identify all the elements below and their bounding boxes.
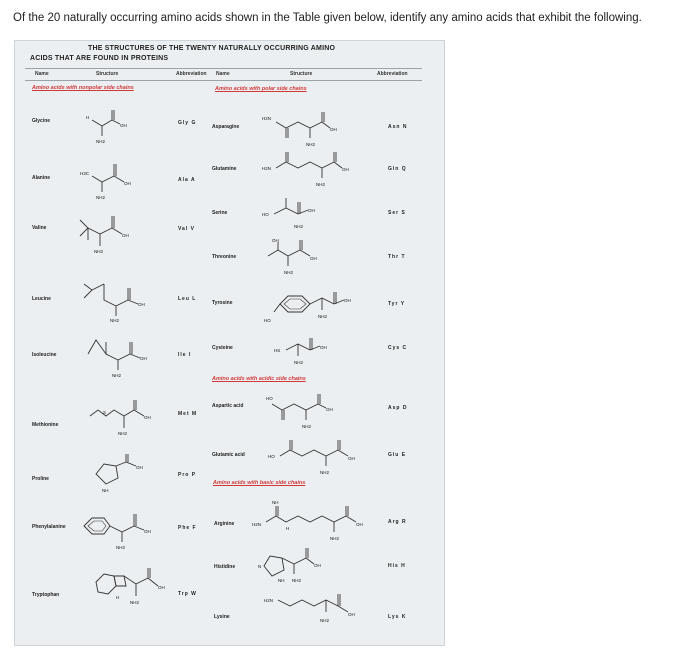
name-tyrosine: Tyrosine	[212, 300, 233, 306]
abbr-lysine: Lys K	[388, 614, 407, 620]
svg-text:NH2: NH2	[330, 536, 340, 541]
structure-tyrosine	[262, 284, 372, 330]
structure-leucine	[80, 278, 160, 324]
structure-phenylalanine	[80, 508, 170, 554]
header-rule-top	[25, 68, 422, 69]
structure-valine	[74, 212, 150, 260]
abbr-tryptophan: Trp W	[178, 591, 197, 597]
svg-text:HO: HO	[266, 396, 273, 401]
structure-arginine	[250, 500, 380, 550]
svg-text:NH2: NH2	[306, 142, 316, 147]
table-title: THE STRUCTURES OF THE TWENTY NATURALLY OCCURRING AMINO	[88, 45, 336, 52]
structure-glutamic-acid	[268, 436, 378, 482]
structure-histidine	[256, 548, 346, 592]
name-leucine: Leucine	[32, 296, 51, 302]
svg-text:OH: OH	[348, 456, 355, 461]
abbr-isoleucine: Ile I	[178, 352, 192, 358]
structure-lysine	[262, 590, 372, 640]
abbr-proline: Pro P	[178, 472, 197, 478]
svg-text:HS: HS	[274, 348, 281, 353]
section-nonpolar: Amino acids with nonpolar side chains	[32, 85, 134, 91]
svg-text:HO: HO	[264, 318, 271, 323]
name-alanine: Alanine	[32, 175, 51, 181]
svg-text:OH: OH	[310, 256, 317, 261]
abbr-methionine: Met M	[178, 411, 198, 417]
svg-text:S: S	[103, 410, 107, 415]
header-name-left: Name	[35, 71, 49, 77]
svg-text:NH2: NH2	[96, 139, 106, 144]
svg-text:NH2: NH2	[292, 578, 302, 583]
svg-text:OH: OH	[342, 167, 349, 172]
structure-isoleucine	[84, 334, 162, 380]
svg-text:H3C: H3C	[80, 171, 90, 176]
svg-text:NH: NH	[272, 500, 279, 505]
svg-text:OH: OH	[308, 208, 315, 213]
name-proline: Proline	[32, 476, 49, 482]
structure-glycine	[78, 106, 148, 150]
structure-proline	[90, 454, 162, 500]
svg-text:NH2: NH2	[94, 249, 104, 254]
svg-text:OH: OH	[314, 563, 321, 568]
abbr-glutamic-acid: Glu E	[388, 452, 407, 458]
svg-text:NH: NH	[278, 578, 285, 583]
abbr-histidine: His H	[388, 563, 406, 569]
section-acidic: Amino acids with acidic side chains	[212, 376, 306, 382]
svg-text:OH: OH	[158, 585, 165, 590]
name-glycine: Glycine	[32, 118, 51, 124]
svg-text:NH2: NH2	[302, 424, 312, 429]
svg-text:HO: HO	[268, 454, 275, 459]
svg-text:H2N: H2N	[264, 598, 274, 603]
header-abbreviation-right: Abbreviation	[377, 71, 408, 77]
svg-text:H2N: H2N	[262, 166, 272, 171]
abbr-leucine: Leu L	[178, 296, 197, 302]
name-glutamic-acid: Glutamic acid	[212, 452, 245, 458]
name-aspartic-acid: Aspartic acid	[212, 403, 244, 409]
abbr-serine: Ser S	[388, 210, 406, 216]
name-asparagine: Asparagine	[212, 124, 240, 130]
svg-text:OH: OH	[144, 529, 151, 534]
svg-text:OH: OH	[124, 181, 131, 186]
svg-text:HO: HO	[262, 212, 269, 217]
svg-text:H: H	[116, 595, 120, 600]
svg-text:OH: OH	[326, 407, 333, 412]
name-isoleucine: Isoleucine	[32, 352, 57, 358]
svg-text:OH: OH	[272, 238, 279, 243]
header-name-right: Name	[216, 71, 230, 77]
svg-text:NH2: NH2	[320, 618, 330, 623]
structure-serine	[262, 196, 342, 236]
svg-text:OH: OH	[344, 298, 351, 303]
abbr-cysteine: Cys C	[388, 345, 408, 351]
svg-text:OH: OH	[140, 356, 147, 361]
svg-text:NH2: NH2	[96, 195, 106, 200]
abbr-threonine: Thr T	[388, 254, 406, 260]
svg-text:NH2: NH2	[110, 318, 120, 323]
name-serine: Serine	[212, 210, 228, 216]
structure-threonine	[264, 236, 344, 282]
abbr-phenylalanine: Phe F	[178, 525, 197, 531]
name-arginine: Arginine	[214, 521, 235, 527]
structure-tryptophan	[92, 566, 182, 616]
header-structure-right: Structure	[290, 71, 313, 77]
svg-text:NH2: NH2	[316, 182, 326, 187]
name-threonine: Threonine	[212, 254, 237, 260]
svg-text:NH2: NH2	[284, 270, 294, 275]
svg-text:H2N: H2N	[252, 522, 262, 527]
abbr-asparagine: Asn N	[388, 124, 408, 130]
svg-text:NH2: NH2	[130, 600, 140, 605]
svg-text:NH2: NH2	[318, 314, 328, 319]
abbr-tyrosine: Tyr Y	[388, 301, 406, 307]
name-glutamine: Glutamine	[212, 166, 237, 172]
structure-methionine	[88, 398, 168, 444]
header-abbreviation-left: Abbreviation	[176, 71, 207, 77]
svg-text:NH2: NH2	[112, 373, 122, 378]
svg-text:OH: OH	[356, 522, 363, 527]
svg-text:NH2: NH2	[118, 431, 128, 436]
abbr-aspartic-acid: Asp D	[388, 405, 408, 411]
header-structure-left: Structure	[96, 71, 119, 77]
svg-text:OH: OH	[122, 233, 129, 238]
svg-text:OH: OH	[144, 415, 151, 420]
svg-text:OH: OH	[330, 127, 337, 132]
name-tryptophan: Tryptophan	[32, 592, 60, 598]
svg-text:OH: OH	[136, 465, 143, 470]
svg-text:OH: OH	[120, 123, 127, 128]
svg-text:OH: OH	[320, 345, 327, 350]
svg-text:H2N: H2N	[262, 116, 272, 121]
section-polar: Amino acids with polar side chains	[215, 86, 307, 92]
name-phenylalanine: Phenylalanine	[32, 524, 66, 530]
structure-asparagine	[262, 110, 352, 154]
abbr-valine: Val V	[178, 226, 195, 232]
svg-text:NH2: NH2	[294, 224, 304, 229]
name-cysteine: Cysteine	[212, 345, 233, 351]
structure-alanine	[76, 158, 148, 204]
name-methionine: Methionine	[32, 422, 59, 428]
abbr-glycine: Gly G	[178, 120, 197, 126]
svg-text:NH2: NH2	[320, 470, 330, 475]
structure-glutamine	[262, 150, 362, 196]
svg-text:N: N	[258, 564, 262, 569]
abbr-arginine: Arg R	[388, 519, 407, 525]
section-basic: Amino acids with basic side chains	[213, 480, 306, 486]
svg-text:NH2: NH2	[294, 360, 304, 365]
table-title-continued: ACIDS THAT ARE FOUND IN PROTEINS	[30, 55, 169, 62]
svg-text:OH: OH	[348, 612, 355, 617]
abbr-alanine: Ala A	[178, 177, 196, 183]
svg-text:OH: OH	[138, 302, 145, 307]
svg-text:NH: NH	[102, 488, 109, 493]
header-rule-bottom	[25, 80, 422, 81]
name-valine: Valine	[32, 225, 47, 231]
svg-text:H: H	[86, 115, 90, 120]
svg-text:H: H	[286, 526, 290, 531]
question-text: Of the 20 naturally occurring amino acids shown in the Table given below, identify any amino acids that exhibit the following.	[13, 12, 642, 24]
structure-cysteine	[272, 334, 352, 374]
structure-aspartic-acid	[264, 390, 354, 434]
svg-text:NH2: NH2	[116, 545, 126, 550]
name-histidine: Histidine	[214, 564, 236, 570]
abbr-glutamine: Gln Q	[388, 166, 407, 172]
name-lysine: Lysine	[214, 614, 230, 620]
